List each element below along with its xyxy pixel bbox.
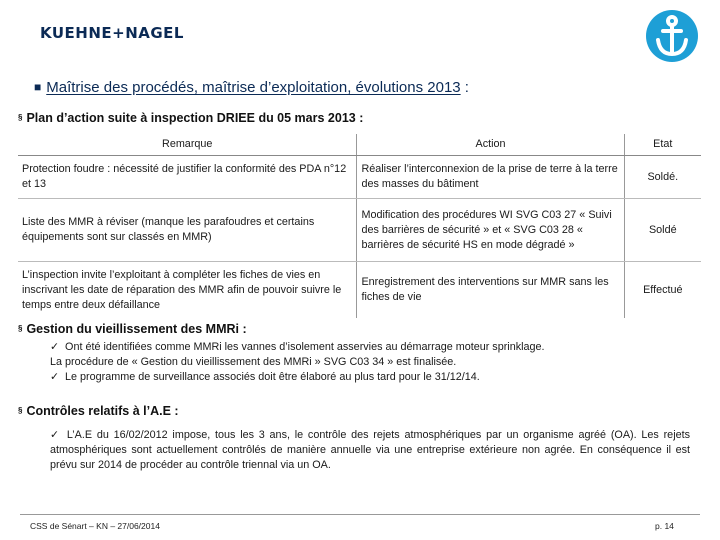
slide-title bbox=[34, 79, 469, 96]
table-row bbox=[18, 262, 701, 319]
cell-action: Modification des procédures WI SVG C03 27 « Suivi des barrières de sécurité » et « SVG C03 28 « barrières de sécurité HS en mode dégradé » bbox=[357, 199, 624, 262]
cell-etat: Effectué bbox=[643, 283, 683, 296]
list-item-text: Ont été identifiées comme MMRi les vannes d’isolement asservies au démarrage moteur sprinklage. bbox=[65, 341, 545, 353]
table-row bbox=[18, 156, 701, 199]
cell-remarque: L’inspection invite l’exploitant à compléter les fiches de vies en inscrivant les date de réparation des MMR afin de pouvoir suivre le temps entre deux défaillance bbox=[18, 262, 357, 319]
list-item-text: Le programme de surveillance associés doit être élaboré au plus tard pour le 31/12/14. bbox=[65, 371, 480, 383]
section-bullet: § bbox=[18, 324, 23, 333]
column-header-remarque: Remarque bbox=[18, 134, 357, 156]
title-suffix: : bbox=[460, 79, 469, 96]
table-header-row bbox=[18, 134, 701, 156]
section-bullet: § bbox=[18, 113, 23, 122]
logo-text: KUEHNE+NAGEL bbox=[40, 24, 184, 42]
anchor-logo-icon bbox=[644, 8, 700, 64]
list-item bbox=[50, 340, 690, 355]
cell-etat: Soldé. bbox=[624, 156, 701, 199]
kuehne-nagel-logo bbox=[40, 24, 184, 42]
section-plan-action bbox=[18, 111, 363, 125]
cell-action: Réaliser l’interconnexion de la prise de terre à la terre des masses du bâtiment bbox=[357, 156, 624, 199]
footer-divider bbox=[20, 514, 700, 515]
section-vieillissement bbox=[18, 322, 247, 336]
title-text: Maîtrise des procédés, maîtrise d’exploitation, évolutions 2013 bbox=[46, 79, 461, 96]
list-item bbox=[50, 370, 690, 385]
controles-text: L’A.E du 16/02/2012 impose, tous les 3 ans, le contrôle des rejets atmosphériques par un organisme agréé (OA). Les rejets atmosphériques sont actuellement contrôlés de manière annuelle via une entreprise extérieure non agrée. En conséquence il est prévu sur 2014 de procéder au contrôle triennal via un OA. bbox=[50, 429, 690, 471]
checkmark-icon: ✓ bbox=[50, 371, 60, 383]
cell-remarque: Liste des MMR à réviser (manque les parafoudres et certains équipements sont sur classés en MMR) bbox=[18, 199, 357, 262]
controles-paragraph bbox=[50, 428, 690, 473]
list-item-text: La procédure de « Gestion du vieillissement des MMRi » SVG C03 34 » est finalisée. bbox=[50, 356, 457, 368]
cell-remarque: Protection foudre : nécessité de justifier la conformité des PDA n°12 et 13 bbox=[18, 156, 357, 199]
list-item bbox=[50, 355, 690, 370]
column-header-etat: Etat bbox=[624, 134, 701, 156]
section-bullet: § bbox=[18, 406, 23, 415]
footer-left: CSS de Sénart – KN – 27/06/2014 bbox=[30, 521, 160, 531]
vieillissement-list bbox=[50, 340, 690, 385]
column-header-action: Action bbox=[357, 134, 624, 156]
cell-action: Enregistrement des interventions sur MMR sans les fiches de vie bbox=[357, 262, 624, 319]
table-row bbox=[18, 199, 701, 262]
action-plan-table bbox=[18, 134, 701, 318]
checkmark-icon: ✓ bbox=[50, 429, 61, 441]
section-heading: Contrôles relatifs à l’A.E : bbox=[26, 404, 179, 418]
section-heading: Plan d’action suite à inspection DRIEE du 05 mars 2013 : bbox=[26, 111, 364, 125]
section-controles bbox=[18, 404, 179, 418]
title-bullet: ■ bbox=[34, 80, 42, 94]
checkmark-icon: ✓ bbox=[50, 341, 60, 353]
page-number: p. 14 bbox=[655, 521, 674, 531]
section-heading: Gestion du vieillissement des MMRi : bbox=[26, 322, 247, 336]
cell-etat: Soldé bbox=[624, 199, 701, 262]
